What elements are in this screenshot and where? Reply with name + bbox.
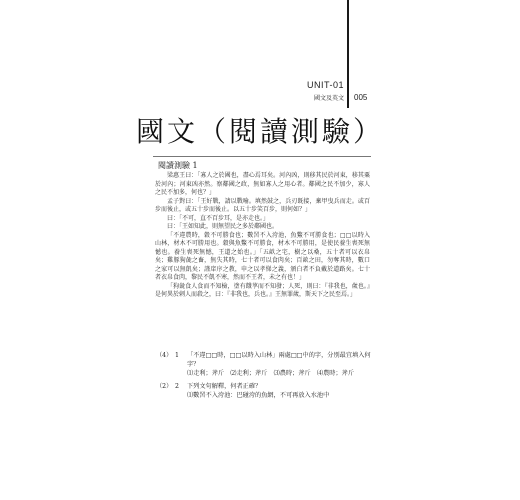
question-answer: （4） [156, 352, 173, 359]
page-title: 國文（閱讀測驗） [135, 115, 384, 148]
question-number: 2 [175, 383, 179, 390]
question-number: 1 [175, 352, 179, 359]
page-number: 005 [354, 93, 368, 102]
question-stem: 下列文句解釋，何者正確？ [187, 383, 262, 390]
passage-paragraph: 曰：「不可，直不百步耳，是亦走也。」 [167, 214, 270, 222]
unit-subtitle: 國文及英文 [313, 95, 344, 102]
question-answer: （2） [156, 383, 173, 390]
header-vertical-rule [347, 0, 349, 108]
passage-paragraph: 曰：「王如知此，則無望民之多於鄰國也。 [167, 223, 279, 230]
question-stem: 「不違□□時，□□以時入山林」兩處□□中的字，分別最宜填入何字？ [187, 352, 371, 368]
passage-paragraph: 「狗彘食人食而不知檢，塗有餓莩而不知發；人死，則曰：『非我也，歲也。』是何異於刺人而殺之，曰：『非我也，兵也。』王無罪歲，斯天下之民至焉。」 [155, 282, 370, 298]
unit-label: UNIT-01 [306, 80, 344, 90]
title-divider [153, 156, 371, 157]
passage [155, 172, 370, 300]
question-choices: ⑴走利；斧斤 ⑵走利；斧斤 ⑶農時；斧斤 ⑷農時；斧斤 [187, 370, 355, 377]
question-choices: ⑴數罟不入洿池：巴碰洿的魚網，不可再放入水池中 [187, 392, 330, 399]
passage-paragraph: 「不違農時，穀不可勝食也；數罟不入洿池，魚鱉不可勝食也；□□以時入山林，材木不可勝用也。穀與魚鱉不可勝食，材木不可勝用，是使民養生喪死無憾也。養生喪死無憾，王道之始也。」「五畝之宅，樹之以桑，五十者可以衣帛矣；雞豚狗彘之畜，無失其時，七十者可以食肉矣；百畝之田，勿奪其時，數口之家可以無飢矣；謹庠序之教，申之以孝悌之義，頒白者不負戴於道路矣。七十者衣帛食肉，黎民不飢不寒，然而不王者，未之有也！」 [155, 231, 370, 281]
passage-paragraph: 梁惠王曰：「寡人之於國也，盡心焉耳矣。河內凶，則移其民於河東，移其粟於河內；河東凶亦然。察鄰國之政，無如寡人之用心者。鄰國之民不加少，寡人之民不加多，何也？」 [155, 172, 370, 196]
passage-paragraph: 孟子對曰：「王好戰，請以戰喻。填然鼓之，兵刃既接，棄甲曳兵而走。或百步而後止，或五十步而後止。以五十步笑百步，則何如？」 [155, 197, 370, 213]
section-label: 閱讀測驗 1 [158, 161, 198, 170]
